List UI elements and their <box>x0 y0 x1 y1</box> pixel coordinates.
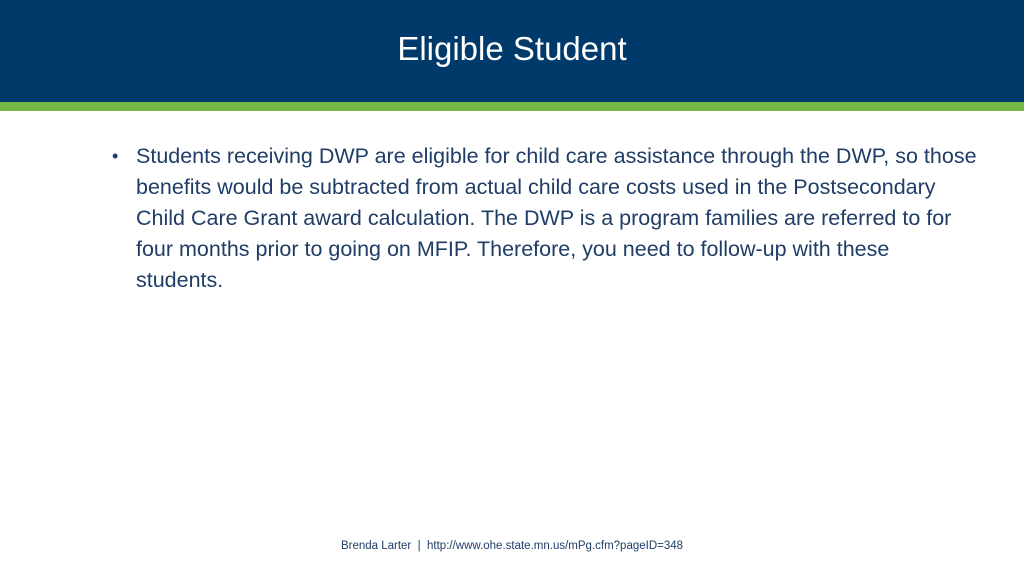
slide-body <box>112 141 982 296</box>
accent-stripe <box>0 102 1024 111</box>
slide-title: Eligible Student <box>397 30 627 67</box>
slide-footer: Brenda Larter | http://www.ohe.state.mn.us/mPg.cfm?pageID=348 <box>340 540 684 552</box>
bullet-item <box>112 141 982 296</box>
title-bar <box>0 0 1024 102</box>
bullet-dot-icon: • <box>112 146 119 166</box>
bullet-text: Students receiving DWP are eligible for child care assistance through the DWP, so those benefits would be subtracted from actual child care costs used in the Postsecondary Child Care Grant award calculation. The DWP is a program families are referred to for four months prior to going on MFIP. Therefore, you need to follow-up with these students. <box>136 144 977 292</box>
